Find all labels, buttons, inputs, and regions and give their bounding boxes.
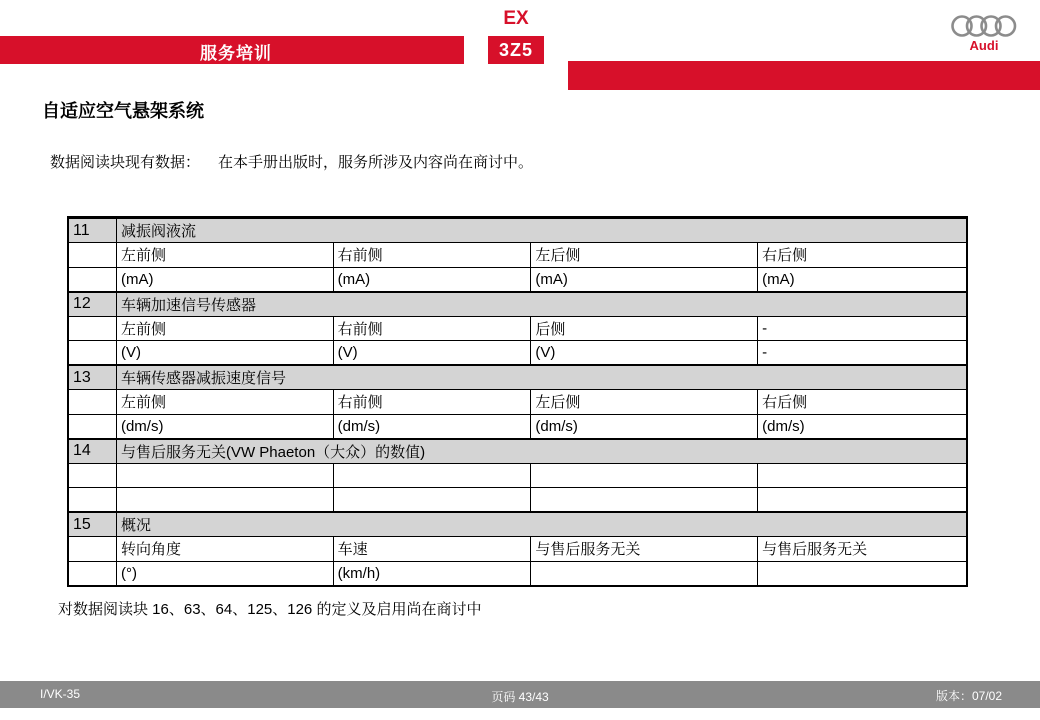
table-row (69, 341, 967, 366)
field-unit-cell: (°) (116, 561, 333, 586)
block-number: 11 (69, 218, 117, 243)
field-label-cell: 右前侧 (333, 390, 531, 415)
intro-label: 数据阅读块现有数据： (50, 154, 201, 171)
table-row (69, 316, 967, 341)
intro-text: 在本手册出版时，服务所涉及内容尚在商讨中。 (218, 154, 534, 171)
block-title: 与售后服务无关(VW Phaeton（大众）的数值) (116, 439, 966, 464)
field-unit-cell (531, 561, 758, 586)
field-unit-cell: (V) (531, 341, 758, 366)
field-label-cell (758, 463, 967, 488)
field-unit-cell: (dm/s) (758, 414, 967, 439)
field-label-cell: - (758, 316, 967, 341)
block-header-row (69, 292, 967, 317)
field-label-cell: 右前侧 (333, 243, 531, 268)
field-unit-cell: (mA) (758, 267, 967, 292)
field-unit-cell: (km/h) (333, 561, 531, 586)
field-label-cell: 左后侧 (531, 390, 758, 415)
row-number-cell (69, 341, 117, 366)
row-number-cell (69, 488, 117, 513)
field-unit-cell: (dm/s) (116, 414, 333, 439)
row-number-cell (69, 316, 117, 341)
block-header-row (69, 512, 967, 537)
field-label-cell: 右后侧 (758, 243, 967, 268)
field-label-cell (531, 463, 758, 488)
footer-version: 版本：07/02 (935, 689, 1002, 703)
field-label-cell: 左前侧 (116, 316, 333, 341)
field-label-cell: 左前侧 (116, 243, 333, 268)
field-label-cell: 右后侧 (758, 390, 967, 415)
block-header-row (69, 365, 967, 390)
field-unit-cell: (dm/s) (531, 414, 758, 439)
block-title: 车辆加速信号传感器 (116, 292, 966, 317)
row-number-cell (69, 390, 117, 415)
table-row (69, 463, 967, 488)
field-unit-cell (758, 561, 967, 586)
header-red-bar-right (568, 61, 1040, 90)
field-label-cell: 后侧 (531, 316, 758, 341)
block-number: 13 (69, 365, 117, 390)
row-number-cell (69, 463, 117, 488)
row-number-cell (69, 561, 117, 586)
field-label-cell (116, 463, 333, 488)
data-block-table (68, 217, 967, 586)
field-unit-cell: (dm/s) (333, 414, 531, 439)
intro-line (50, 151, 533, 172)
document-code-bottom: 3Z5 (488, 36, 544, 64)
field-unit-cell (116, 488, 333, 513)
header-title: 服务培训 (200, 44, 272, 63)
block-header-row (69, 439, 967, 464)
row-number-cell (69, 243, 117, 268)
table-row (69, 243, 967, 268)
field-label-cell: 与售后服务无关 (758, 537, 967, 562)
table-row (69, 414, 967, 439)
block-number: 14 (69, 439, 117, 464)
block-header-row (69, 218, 967, 243)
footer-page-number: 页码 43/43 (491, 690, 549, 704)
table-row (69, 267, 967, 292)
field-unit-cell: (V) (333, 341, 531, 366)
field-unit-cell: (mA) (531, 267, 758, 292)
block-title: 车辆传感器减振速度信号 (116, 365, 966, 390)
field-unit-cell: - (758, 341, 967, 366)
table-row (69, 561, 967, 586)
table-row (69, 488, 967, 513)
field-label-cell: 左后侧 (531, 243, 758, 268)
field-label-cell: 转向角度 (116, 537, 333, 562)
field-label-cell: 车速 (333, 537, 531, 562)
table-row (69, 537, 967, 562)
block-number: 12 (69, 292, 117, 317)
footer-doc-id: I/VK-35 (40, 687, 81, 701)
block-title: 概况 (116, 512, 966, 537)
page-title: 自适应空气悬架系统 (42, 101, 204, 121)
field-label-cell: 右前侧 (333, 316, 531, 341)
footer-bar (0, 681, 1040, 708)
field-label-cell: 左前侧 (116, 390, 333, 415)
field-unit-cell: (mA) (116, 267, 333, 292)
block-number: 15 (69, 512, 117, 537)
field-unit-cell (333, 488, 531, 513)
row-number-cell (69, 537, 117, 562)
field-unit-cell (758, 488, 967, 513)
document-code-top: EX (503, 8, 529, 29)
field-label-cell (333, 463, 531, 488)
field-unit-cell: (mA) (333, 267, 531, 292)
field-label-cell: 与售后服务无关 (531, 537, 758, 562)
row-number-cell (69, 414, 117, 439)
field-unit-cell: (V) (116, 341, 333, 366)
field-unit-cell (531, 488, 758, 513)
block-title: 减振阀液流 (116, 218, 966, 243)
row-number-cell (69, 267, 117, 292)
table-row (69, 390, 967, 415)
footnote: 对数据阅读块 16、63、64、125、126 的定义及启用尚在商讨中 (58, 601, 482, 618)
brand-name: Audi (969, 38, 999, 53)
